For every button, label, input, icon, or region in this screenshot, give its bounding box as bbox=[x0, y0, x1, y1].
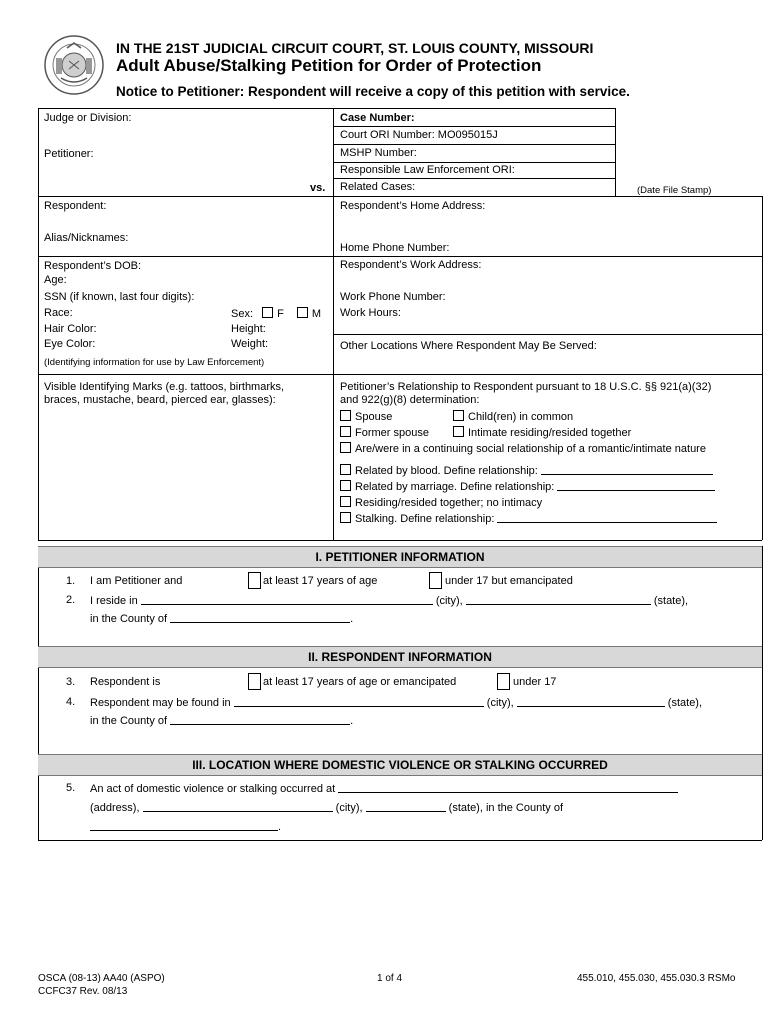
section-1-heading: I. PETITIONER INFORMATION bbox=[38, 546, 762, 568]
residing-option[interactable] bbox=[340, 496, 542, 510]
lower-left-border bbox=[38, 546, 39, 840]
marriage-define-field[interactable] bbox=[557, 480, 715, 491]
hair-label: Hair Color: bbox=[44, 323, 97, 335]
identifying-note: (Identifying information for use by Law Enforcement) bbox=[44, 357, 265, 368]
residing-label: Residing/resided together; no intimacy bbox=[355, 497, 543, 509]
continuing-label: Are/were in a continuing social relationship of a romantic/intimate nature bbox=[355, 443, 706, 455]
rule bbox=[333, 144, 615, 145]
former-spouse-checkbox[interactable] bbox=[340, 426, 351, 437]
missouri-seal-icon bbox=[43, 34, 105, 96]
continuing-option[interactable] bbox=[340, 442, 706, 456]
weight-label: Weight: bbox=[231, 338, 269, 350]
footer-statutes: 455.010, 455.030, 455.030.3 RSMo bbox=[577, 973, 736, 984]
sex-m-label: M bbox=[311, 308, 322, 320]
ssn-label: SSN (if known, last four digits): bbox=[44, 291, 195, 303]
item-2-number: 2. bbox=[66, 594, 76, 606]
petitioner-county-label: in the County of bbox=[90, 613, 168, 625]
judge-division-label: Judge or Division: bbox=[44, 112, 132, 124]
law-enforcement-ori-label: Responsible Law Enforcement ORI: bbox=[340, 164, 515, 176]
page-title: Adult Abuse/Stalking Petition for Order of Protection bbox=[116, 56, 542, 75]
item-4-label: Respondent may be found in bbox=[90, 697, 231, 709]
occurrence-county-period: . bbox=[278, 821, 282, 833]
page-number: 1 of 4 bbox=[377, 973, 403, 984]
caption-top-border bbox=[38, 108, 616, 109]
marriage-option[interactable] bbox=[340, 480, 715, 494]
rule bbox=[38, 374, 762, 375]
continuing-checkbox[interactable] bbox=[340, 442, 351, 453]
right-border bbox=[762, 196, 763, 540]
respondent-location-field[interactable] bbox=[234, 696, 484, 707]
age-label: Age: bbox=[44, 274, 67, 286]
item-5-number: 5. bbox=[66, 782, 76, 794]
case-box-right-border bbox=[615, 108, 616, 196]
respondent-county-period: . bbox=[350, 715, 354, 727]
occurrence-city-label: (city), bbox=[335, 802, 363, 814]
home-address-label: Respondent’s Home Address: bbox=[340, 200, 486, 212]
marriage-label: Related by marriage. Define relationship: bbox=[355, 481, 555, 493]
respondent-17-checkbox[interactable] bbox=[248, 673, 261, 690]
section-divider bbox=[38, 540, 762, 541]
notice: Notice to Petitioner: Respondent will receive a copy of this petition with service. bbox=[116, 84, 630, 99]
spouse-option[interactable] bbox=[340, 410, 392, 424]
petitioner-county-period: . bbox=[350, 613, 354, 625]
rule bbox=[38, 256, 762, 257]
rule bbox=[333, 126, 615, 127]
respondent-17-label: at least 17 years of age or emancipated bbox=[263, 676, 457, 688]
former-spouse-option[interactable] bbox=[340, 426, 429, 440]
left-border bbox=[38, 108, 39, 540]
mshp-label: MSHP Number: bbox=[340, 147, 417, 159]
vs-label: vs. bbox=[310, 182, 326, 194]
petitioner-17-label: at least 17 years of age bbox=[263, 575, 378, 587]
children-option[interactable] bbox=[453, 410, 573, 424]
work-hours-label: Work Hours: bbox=[340, 307, 401, 319]
petitioner-city-field[interactable] bbox=[466, 594, 651, 605]
item-4-line bbox=[90, 696, 702, 710]
item-1-label: I am Petitioner and bbox=[90, 575, 183, 587]
respondent-city-field[interactable] bbox=[517, 696, 665, 707]
stalking-label: Stalking. Define relationship: bbox=[355, 513, 495, 525]
lower-right-border bbox=[762, 546, 763, 840]
item-5-label: An act of domestic violence or stalking occurred at bbox=[90, 783, 336, 795]
height-label: Height: bbox=[231, 323, 266, 335]
respondent-county-line bbox=[90, 714, 353, 728]
occurrence-county-line bbox=[90, 820, 281, 834]
petitioner-under17-label: under 17 but emancipated bbox=[445, 575, 573, 587]
occurrence-city-field[interactable] bbox=[366, 801, 446, 812]
occurrence-location-field[interactable] bbox=[338, 782, 678, 793]
children-label: Child(ren) in common bbox=[468, 411, 574, 423]
marks-label-line2: braces, mustache, beard, pierced ear, glasses): bbox=[44, 394, 276, 406]
stalking-checkbox[interactable] bbox=[340, 512, 351, 523]
blood-checkbox[interactable] bbox=[340, 464, 351, 475]
respondent-label: Respondent: bbox=[44, 200, 107, 212]
respondent-under17-label: under 17 bbox=[513, 676, 557, 688]
sex-f-label: F bbox=[277, 308, 284, 320]
section-2-heading: II. RESPONDENT INFORMATION bbox=[38, 646, 762, 668]
alias-label: Alias/Nicknames: bbox=[44, 232, 129, 244]
footer-revision: CCFC37 Rev. 08/13 bbox=[38, 986, 128, 997]
item-2-line bbox=[90, 594, 688, 608]
respondent-county-label: in the County of bbox=[90, 715, 168, 727]
rule bbox=[333, 162, 615, 163]
petitioner-17-checkbox[interactable] bbox=[248, 572, 261, 589]
item-1-number: 1. bbox=[66, 575, 76, 587]
sex-f-checkbox[interactable] bbox=[262, 307, 273, 318]
petitioner-county-field[interactable] bbox=[170, 612, 350, 623]
blood-label: Related by blood. Define relationship: bbox=[355, 465, 538, 477]
spouse-label: Spouse bbox=[355, 411, 393, 423]
residing-checkbox[interactable] bbox=[340, 496, 351, 507]
blood-option[interactable] bbox=[340, 464, 713, 478]
rule bbox=[333, 334, 762, 335]
rule bbox=[333, 178, 615, 179]
intimate-label: Intimate residing/resided together bbox=[468, 427, 632, 439]
petitioner-county-line bbox=[90, 612, 353, 626]
relationship-intro-line2: and 922(g)(8) determination: bbox=[340, 394, 480, 406]
respondent-under17-checkbox[interactable] bbox=[497, 673, 510, 690]
footer-form-id: OSCA (08-13) AA40 (ASPO) bbox=[38, 973, 165, 984]
children-checkbox[interactable] bbox=[453, 410, 464, 421]
case-number-label: Case Number: bbox=[340, 112, 415, 124]
related-cases-label: Related Cases: bbox=[340, 181, 416, 193]
work-phone-label: Work Phone Number: bbox=[340, 291, 446, 303]
court-name: IN THE 21ST JUDICIAL CIRCUIT COURT, ST. LOUIS COUNTY, MISSOURI bbox=[116, 40, 594, 56]
petitioner-state-label: (state), bbox=[653, 595, 689, 607]
petitioner-label: Petitioner: bbox=[44, 148, 94, 160]
eye-label: Eye Color: bbox=[44, 338, 96, 350]
marriage-checkbox[interactable] bbox=[340, 480, 351, 491]
court-ori-label: Court ORI Number: MO095015J bbox=[340, 129, 498, 141]
occurrence-address-label: (address), bbox=[90, 802, 140, 814]
respondent-state-label: (state), bbox=[667, 697, 703, 709]
other-locations-label: Other Locations Where Respondent May Be Served: bbox=[340, 340, 597, 352]
item-3-label: Respondent is bbox=[90, 676, 161, 688]
intimate-option[interactable] bbox=[453, 426, 631, 440]
sex-m-checkbox[interactable] bbox=[297, 307, 308, 318]
respondent-county-field[interactable] bbox=[170, 714, 350, 725]
intimate-checkbox[interactable] bbox=[453, 426, 464, 437]
item-3-number: 3. bbox=[66, 676, 76, 688]
spouse-checkbox[interactable] bbox=[340, 410, 351, 421]
petitioner-city-label: (city), bbox=[435, 595, 463, 607]
section-3-heading: III. LOCATION WHERE DOMESTIC VIOLENCE OR STALKING OCCURRED bbox=[38, 754, 762, 776]
stalking-define-field[interactable] bbox=[497, 512, 717, 523]
marks-label-line1: Visible Identifying Marks (e.g. tattoos, birthmarks, bbox=[44, 381, 285, 393]
stalking-option[interactable] bbox=[340, 512, 717, 526]
item-4-number: 4. bbox=[66, 696, 76, 708]
lower-bottom-border bbox=[38, 840, 762, 841]
sex-label: Sex: bbox=[231, 308, 254, 320]
respondent-city-label: (city), bbox=[486, 697, 514, 709]
center-divider bbox=[333, 108, 334, 540]
date-file-stamp-label: (Date File Stamp) bbox=[637, 185, 712, 196]
petitioner-under17-checkbox[interactable] bbox=[429, 572, 442, 589]
relationship-intro-line1: Petitioner’s Relationship to Respondent pursuant to 18 U.S.C. §§ 921(a)(32) bbox=[340, 381, 712, 393]
petitioner-residence-field[interactable] bbox=[141, 594, 433, 605]
item-5-line bbox=[90, 782, 678, 796]
home-phone-label: Home Phone Number: bbox=[340, 242, 450, 254]
occurrence-county-field[interactable] bbox=[90, 820, 278, 831]
blood-define-field[interactable] bbox=[541, 464, 713, 475]
sex-field bbox=[231, 307, 321, 321]
occurrence-address-field[interactable] bbox=[143, 801, 333, 812]
occurrence-address-line bbox=[90, 801, 563, 815]
former-spouse-label: Former spouse bbox=[355, 427, 429, 439]
work-address-label: Respondent’s Work Address: bbox=[340, 259, 482, 271]
item-2-label: I reside in bbox=[90, 595, 138, 607]
occurrence-state-label: (state), in the County of bbox=[448, 802, 564, 814]
dob-label: Respondent’s DOB: bbox=[44, 260, 142, 272]
race-label: Race: bbox=[44, 307, 73, 319]
